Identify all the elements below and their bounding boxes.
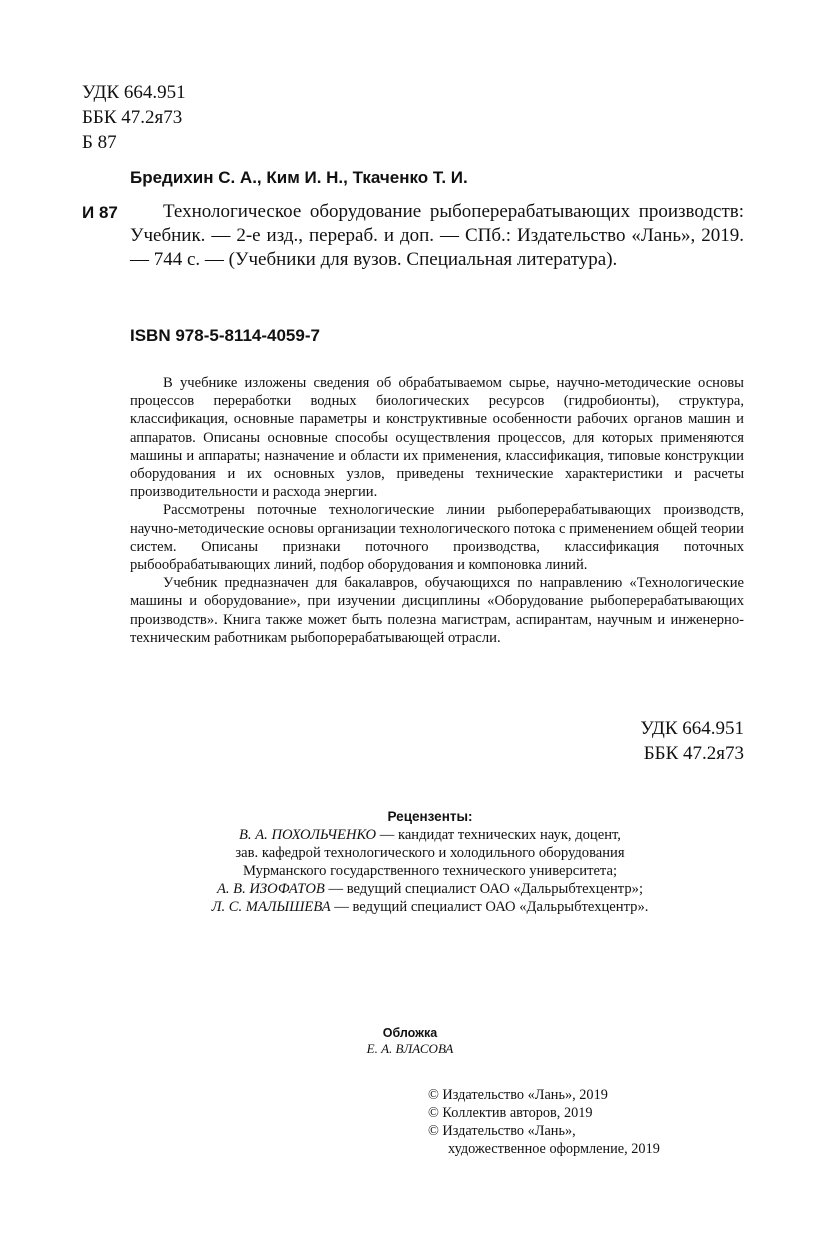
reviewer-3-name: Л. С. МАЛЫШЕВА bbox=[211, 899, 331, 915]
reviewer-1-line2: зав. кафедрой технологического и холодильного оборудования bbox=[235, 845, 625, 861]
bbk-code: ББК 47.2я73 bbox=[82, 107, 183, 128]
abstract-paragraph: Рассмотрены поточные технологические линии рыбоперерабатывающих производств, научно-методические основы организации технологического потока с применением общей теории систем. Описаны признаки поточного производства, классификация поточных рыбообрабатывающих линий, подбор оборудования и компоновка линий. bbox=[130, 502, 744, 574]
copyright-line: © Издательство «Лань», bbox=[428, 1123, 576, 1139]
copyright-line: © Коллектив авторов, 2019 bbox=[428, 1105, 593, 1121]
classification-codes-right bbox=[600, 716, 744, 766]
reviewer-1-line3: Мурманского государственного технического университета; bbox=[242, 863, 618, 879]
entry-mark: И 87 bbox=[82, 203, 118, 222]
copyright-line: © Издательство «Лань», 2019 bbox=[428, 1087, 608, 1103]
authors-line: Бредихин С. А., Ким И. Н., Ткаченко Т. И. bbox=[130, 168, 468, 187]
bibliographic-entry bbox=[82, 200, 744, 272]
reviewer-1-name: В. А. ПОХОЛЬЧЕНКО bbox=[239, 827, 377, 843]
cover-credit bbox=[330, 1025, 490, 1057]
author-sign: Б 87 bbox=[82, 132, 117, 153]
copyright-block bbox=[428, 1086, 660, 1158]
reviewer-1 bbox=[150, 826, 710, 844]
reviewer-2-name: А. В. ИЗОФАТОВ bbox=[216, 881, 325, 897]
udk-code-right: УДК 664.951 bbox=[640, 718, 744, 739]
copyright-line: художественное оформление, 2019 bbox=[448, 1141, 660, 1157]
abstract-paragraph: В учебнике изложены сведения об обрабатываемом сырье, научно-методические основы процессов переработки водных биологических ресурсов (гидробионты), структура, классификация, основные параметры и конструктивные особенности рабочих органов машин и аппаратов. Описаны основные способы осуществления процессов, для которых применяются машины и аппараты; назначение и области их применения, классификация, типовые конструкции оборудования и их основных узлов, приведены технические характеристики и расчеты производительности и расхода энергии. bbox=[130, 375, 744, 501]
isbn: ISBN 978-5-8114-4059-7 bbox=[130, 326, 320, 345]
bbk-code-right: ББК 47.2я73 bbox=[643, 743, 744, 764]
reviewer-2 bbox=[150, 880, 710, 898]
cover-designer: Е. А. ВЛАСОВА bbox=[366, 1041, 454, 1056]
cover-heading: Обложка bbox=[382, 1026, 438, 1040]
reviewer-1-role: — кандидат технических наук, доцент, bbox=[376, 827, 621, 843]
abstract bbox=[130, 374, 744, 647]
udk-code: УДК 664.951 bbox=[82, 82, 186, 103]
reviewer-3-role: — ведущий специалист ОАО «Дальрыбтехцентр». bbox=[330, 899, 649, 915]
entry-text: Технологическое оборудование рыбоперерабатывающих производств: Учебник. — 2-е изд., перераб. и доп. — СПб.: Издательство «Лань», 2019. — 744 с. — (Учебники для вузов. Специальная литература). bbox=[130, 201, 744, 270]
classification-codes bbox=[82, 80, 186, 155]
abstract-paragraph: Учебник предназначен для бакалавров, обучающихся по направлению «Технологические машины и оборудование», при изучении дисциплины «Оборудование рыбоперерабатывающих производств». Книга также может быть полезна магистрам, аспирантам, научным и инженерно-техническим работникам рыбопорерабатывающей отрасли. bbox=[130, 575, 744, 646]
reviewers-block bbox=[150, 808, 710, 916]
reviewers-heading: Рецензенты: bbox=[387, 809, 473, 824]
reviewer-2-role: — ведущий специалист ОАО «Дальрыбтехцентр»; bbox=[324, 881, 644, 897]
reviewer-3 bbox=[150, 898, 710, 916]
